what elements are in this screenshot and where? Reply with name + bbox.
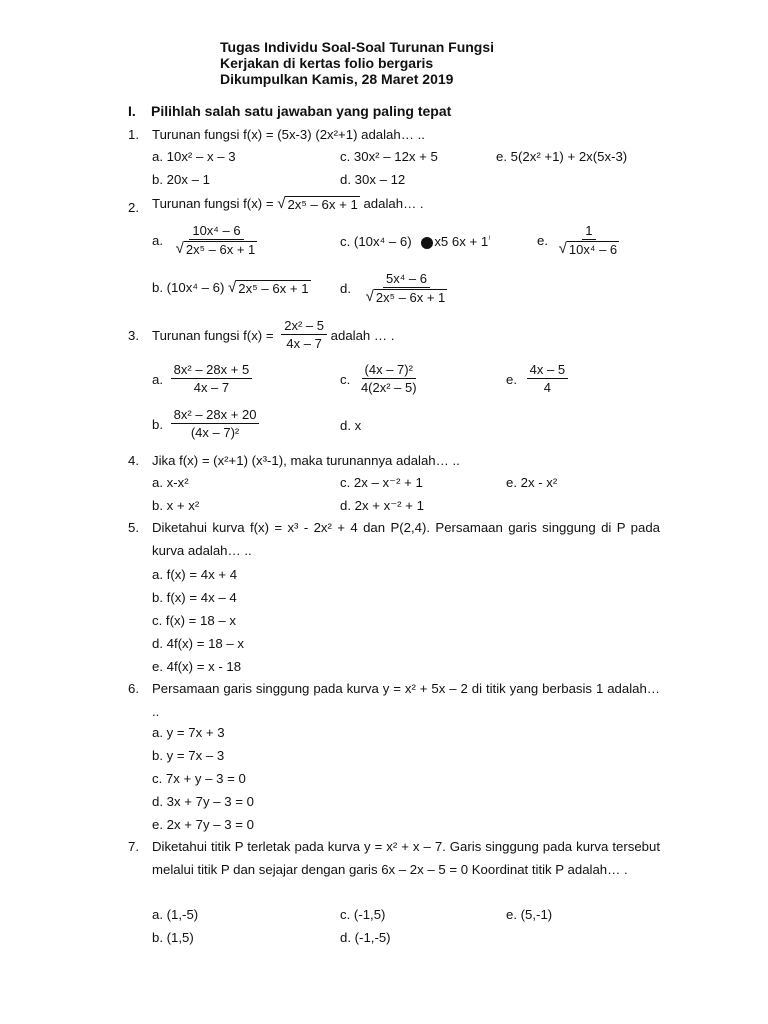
q3-option-c [340, 362, 420, 395]
q3-function-numerator: 2x² – 5 [281, 318, 327, 335]
q3-option-c-denominator: 4(2x² – 5) [360, 380, 417, 395]
q2-option-a-denominator: √ 2x⁵ – 6x + 1 [175, 240, 256, 257]
q1-option-c: c. 30x² – 12x + 5 [340, 149, 438, 164]
q2-option-d-denominator: √ 2x⁵ – 6x + 1 [365, 288, 446, 305]
q2-radical: √ 2x⁵ – 6x + 1 [277, 195, 358, 212]
q2-option-e-label: e. [537, 233, 548, 248]
q3-function-fraction [281, 318, 327, 351]
q6-option-e: e. 2x + 7y – 3 = 0 [152, 817, 254, 832]
q7-option-c: c. (-1,5) [340, 907, 386, 922]
q3-option-e-label: e. [506, 372, 517, 387]
q3-option-e-denominator: 4 [543, 380, 551, 395]
ink-blot-icon [421, 237, 433, 249]
q4-option-e: e. 2x - x² [506, 475, 558, 490]
question-5-number: 5. [128, 520, 139, 535]
q7-option-d: d. (-1,-5) [340, 930, 391, 945]
section-title: Pilihlah salah satu jawaban yang paling tepat [151, 103, 452, 119]
q2-text-prefix: Turunan fungsi f(x) = [152, 196, 278, 211]
q2-option-b-text: b. (10x⁴ – 6) [152, 280, 225, 295]
question-2-number: 2. [128, 200, 139, 215]
scribble-icon: ⁾ [488, 234, 491, 244]
q3-option-e-numerator: 4x – 5 [527, 362, 568, 379]
q3-option-c-fraction [358, 362, 420, 395]
question-3-number: 3. [128, 328, 139, 343]
q3-option-a [152, 362, 252, 395]
q3-option-c-label: c. [340, 372, 351, 387]
q3-option-d: d. x [340, 418, 362, 433]
q2-option-a-fraction [173, 223, 261, 257]
q2-option-a-label: a. [152, 233, 163, 248]
q2-option-c-text: c. (10x⁴ – 6) [340, 234, 412, 249]
q3-option-e [506, 362, 568, 395]
q2-option-e [537, 223, 622, 257]
q2-option-e-denominator: √ 10x⁴ – 6 [558, 240, 618, 257]
q3-option-a-denominator: 4x – 7 [193, 380, 230, 395]
q5-option-c: c. f(x) = 18 – x [152, 613, 236, 628]
question-3-text [152, 318, 394, 351]
q3-option-a-label: a. [152, 372, 163, 387]
q2-option-a-numerator: 10x⁴ – 6 [189, 223, 243, 240]
q1-option-d: d. 30x – 12 [340, 172, 406, 187]
question-4-number: 4. [128, 453, 139, 468]
q3-function-denominator: 4x – 7 [286, 336, 322, 351]
q3-option-a-numerator: 8x² – 28x + 5 [171, 362, 253, 379]
q1-option-a: a. 10x² – x – 3 [152, 149, 236, 164]
q3-text-suffix: adalah … . [330, 328, 395, 343]
assignment-due-date: Dikumpulkan Kamis, 28 Maret 2019 [220, 71, 454, 87]
q2-option-d-numerator: 5x⁴ – 6 [383, 271, 430, 288]
q5-option-b: b. f(x) = 4x – 4 [152, 590, 237, 605]
q5-option-a: a. f(x) = 4x + 4 [152, 567, 238, 582]
q3-option-e-fraction [527, 362, 568, 395]
question-5-text: Diketahui kurva f(x) = x³ - 2x² + 4 dan P(2,4). Persamaan garis singgung di P pada kurva adalah… .. [152, 520, 660, 558]
question-2-text [152, 196, 424, 212]
q3-option-c-numerator: (4x – 7)² [362, 362, 416, 379]
q3-option-b-denominator: (4x – 7)² [190, 425, 240, 440]
section-number: I. [128, 103, 136, 119]
question-1-number: 1. [128, 127, 139, 142]
q7-option-a: a. (1,-5) [152, 907, 199, 922]
q4-option-a: a. x-x² [152, 475, 189, 490]
q3-option-b [152, 407, 259, 440]
q2-option-d-label: d. [340, 281, 351, 296]
question-6-number: 6. [128, 681, 139, 696]
q2-option-d [340, 271, 450, 305]
q4-option-d: d. 2x + x⁻² + 1 [340, 498, 424, 513]
question-6-text: Persamaan garis singgung pada kurva y = x² + 5x – 2 di titik yang berbasis 1 adalah… .. [152, 681, 660, 719]
q1-option-e: e. 5(2x² +1) + 2x(5x-3) [496, 149, 628, 164]
q7-option-e: e. (5,-1) [506, 907, 553, 922]
assignment-title: Tugas Individu Soal-Soal Turunan Fungsi [220, 39, 495, 55]
q3-option-b-label: b. [152, 417, 163, 432]
q3-text-prefix: Turunan fungsi f(x) = [152, 328, 274, 343]
q2-option-e-fraction [556, 223, 622, 257]
q2-option-b [152, 280, 311, 296]
q6-option-d: d. 3x + 7y – 3 = 0 [152, 794, 254, 809]
q7-option-b: b. (1,5) [152, 930, 194, 945]
q2-option-b-radical: √ 2x⁵ – 6x + 1 [228, 279, 309, 296]
q2-option-c [340, 234, 490, 249]
q2-option-c-tail: x5 6x + 1 [434, 234, 489, 249]
question-5 [128, 516, 660, 562]
question-7 [128, 835, 660, 881]
q3-option-b-fraction [171, 407, 260, 440]
q2-text-suffix: adalah… . [359, 196, 424, 211]
question-6 [128, 677, 660, 723]
q2-option-a [152, 223, 260, 257]
question-7-number: 7. [128, 839, 139, 854]
q6-option-c: c. 7x + y – 3 = 0 [152, 771, 246, 786]
question-4-text: Jika f(x) = (x²+1) (x³-1), maka turunannya adalah… .. [152, 453, 460, 468]
question-7-text: Diketahui titik P terletak pada kurva y = x² + x – 7. Garis singgung pada kurva tersebut melalui titik P dan sejajar dengan garis 6x – 2x – 5 = 0 Koordinat titik P adalah… . [152, 839, 660, 877]
q6-option-b: b. y = 7x – 3 [152, 748, 225, 763]
q2-option-e-numerator: 1 [582, 223, 595, 240]
q2-option-d-fraction [363, 271, 451, 305]
q3-option-a-fraction [171, 362, 253, 395]
q4-option-c: c. 2x – x⁻² + 1 [340, 475, 423, 490]
question-1-text: Turunan fungsi f(x) = (5x-3) (2x²+1) adalah… .. [152, 127, 425, 142]
q2-radicand: 2x⁵ – 6x + 1 [287, 197, 358, 212]
q5-option-d: d. 4f(x) = 18 – x [152, 636, 244, 651]
q1-option-b: b. 20x – 1 [152, 172, 210, 187]
q4-option-b: b. x + x² [152, 498, 200, 513]
q6-option-a: a. y = 7x + 3 [152, 725, 225, 740]
assignment-instruction: Kerjakan di kertas folio bergaris [220, 55, 434, 71]
q3-option-b-numerator: 8x² – 28x + 20 [171, 407, 260, 424]
q5-option-e: e. 4f(x) = x - 18 [152, 659, 242, 674]
